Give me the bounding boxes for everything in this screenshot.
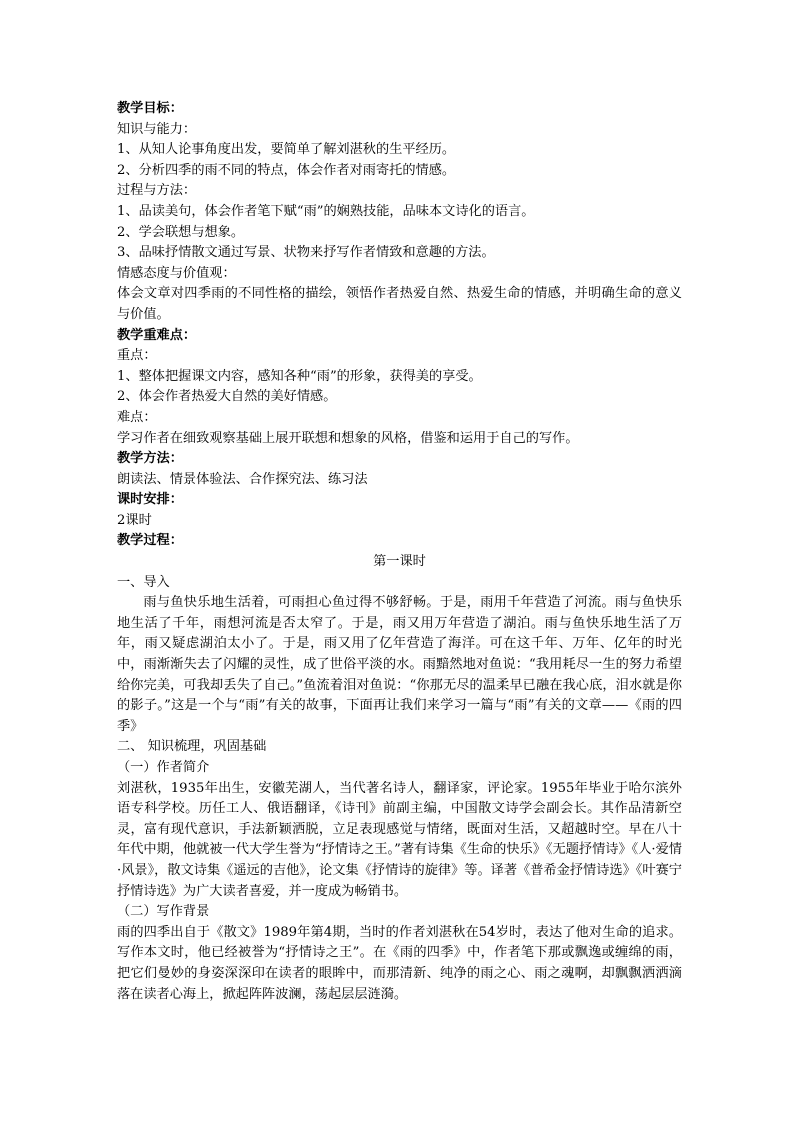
knowledge-item-2: 2、分析四季的雨不同的特点，体会作者对雨寄托的情感。: [117, 162, 456, 178]
background-paragraph: 雨的四季出自于《散文》1989年第4期，当时的作者刘湛秋在54岁时，表达了他对生命的追求。写作本文时，他已经被誉为“抒情诗之王”。在《雨的四季》中，作者笔下那或飘逸或缠绵的雨，把它们曼妙的身姿深深印在读者的眼眸中，而那清新、纯净的雨之心、雨之魂啊，却飘飘洒洒滴落在读者心海上，掀起阵阵波澜，荡起层层涟漪。: [117, 924, 682, 1002]
emotion-subheading: 情感态度与价值观：: [117, 265, 236, 281]
key-point-2: 2、体会作者热爱大自然的美好情感。: [117, 389, 337, 405]
lesson-title: 第一课时: [373, 554, 426, 570]
intro-heading: 一、导入: [117, 574, 170, 590]
intro-paragraph: 雨与鱼快乐地生活着，可雨担心鱼过得不够舒畅。于是，雨用千年营造了河流。雨与鱼快乐地生活了千年，雨想河流是否太窄了。于是，雨又用万年营造了湖泊。雨与鱼快乐地生活了万年，雨又疑虑湖泊太小了。于是，雨又用了亿年营造了海洋。可在这千年、万年、亿年的时光中，雨渐渐失去了闪耀的灵性，成了世俗平淡的水。雨黯然地对鱼说：“我用耗尽一生的努力希望给你完美，可我却丢失了自己。”鱼流着泪对鱼说：“你那无尽的温柔早已融在我心底，泪水就是你的影子。”这是一个与“雨”有关的故事，下面再让我们来学习一篇与“雨”有关的文章——《雨的四季》: [117, 595, 682, 734]
method-text: 朗读法、情景体验法、合作探究法、练习法: [117, 471, 368, 487]
process-subheading: 过程与方法：: [117, 183, 197, 199]
key-point-1: 1、整体把握课文内容，感知各种“雨”的形象，获得美的享受。: [117, 368, 482, 384]
time-heading: 课时安排：: [117, 492, 183, 508]
part2-heading: 二、 知识梳理，巩固基础: [117, 739, 267, 755]
key-points-subheading: 重点：: [117, 348, 157, 364]
objectives-heading: 教学目标：: [117, 101, 183, 116]
method-heading: 教学方法：: [117, 451, 183, 467]
author-heading: （一）作者简介: [117, 760, 210, 775]
difficulty-text: 学习作者在细致观察基础上展开联想和想象的风格，借鉴和运用于自己的写作。: [117, 430, 579, 446]
procedure-heading: 教学过程：: [117, 533, 183, 549]
difficulty-subheading: 难点：: [117, 409, 157, 425]
process-item-1: 1、品读美句，体会作者笔下赋“雨”的娴熟技能，品味本文诗化的语言。: [117, 203, 535, 219]
key-difficulty-heading: 教学重难点：: [117, 327, 197, 343]
knowledge-item-1: 1、从知人论事角度出发，要简单了解刘湛秋的生平经历。: [117, 142, 456, 158]
emotion-paragraph: 体会文章对四季雨的不同性格的描绘，领悟作者热爱自然、热爱生命的情感，并明确生命的意义与价值。: [117, 286, 682, 322]
author-paragraph: 刘湛秋，1935年出生，安徽芜湖人，当代著名诗人，翻译家，评论家。1955年毕业于哈尔滨外语专科学校。历任工人、俄语翻译，《诗刊》前副主编，中国散文诗学会副会长。其作品清新空灵，富有现代意识，手法新颖洒脱，立足表现感觉与情绪，既面对生活，又超越时空。早在八十年代中期，他就被一代大学生誉为“抒情诗之王。”著有诗集《生命的快乐》《无题抒情诗》《人·爱情·风景》，散文诗集《遥远的吉他》，论文集《抒情诗的旋律》等。译著《普希金抒情诗选》《叶赛宁抒情诗选》为广大读者喜爱，并一度成为畅销书。: [117, 780, 682, 899]
process-item-3: 3、品味抒情散文通过写景、状物来抒写作者情致和意趣的方法。: [117, 245, 495, 261]
knowledge-subheading: 知识与能力：: [117, 121, 197, 137]
background-heading: （二）写作背景: [117, 904, 210, 920]
process-item-2: 2、学会联想与想象。: [117, 224, 245, 240]
time-text: 2课时: [117, 512, 152, 528]
document-page: [117, 99, 682, 1005]
